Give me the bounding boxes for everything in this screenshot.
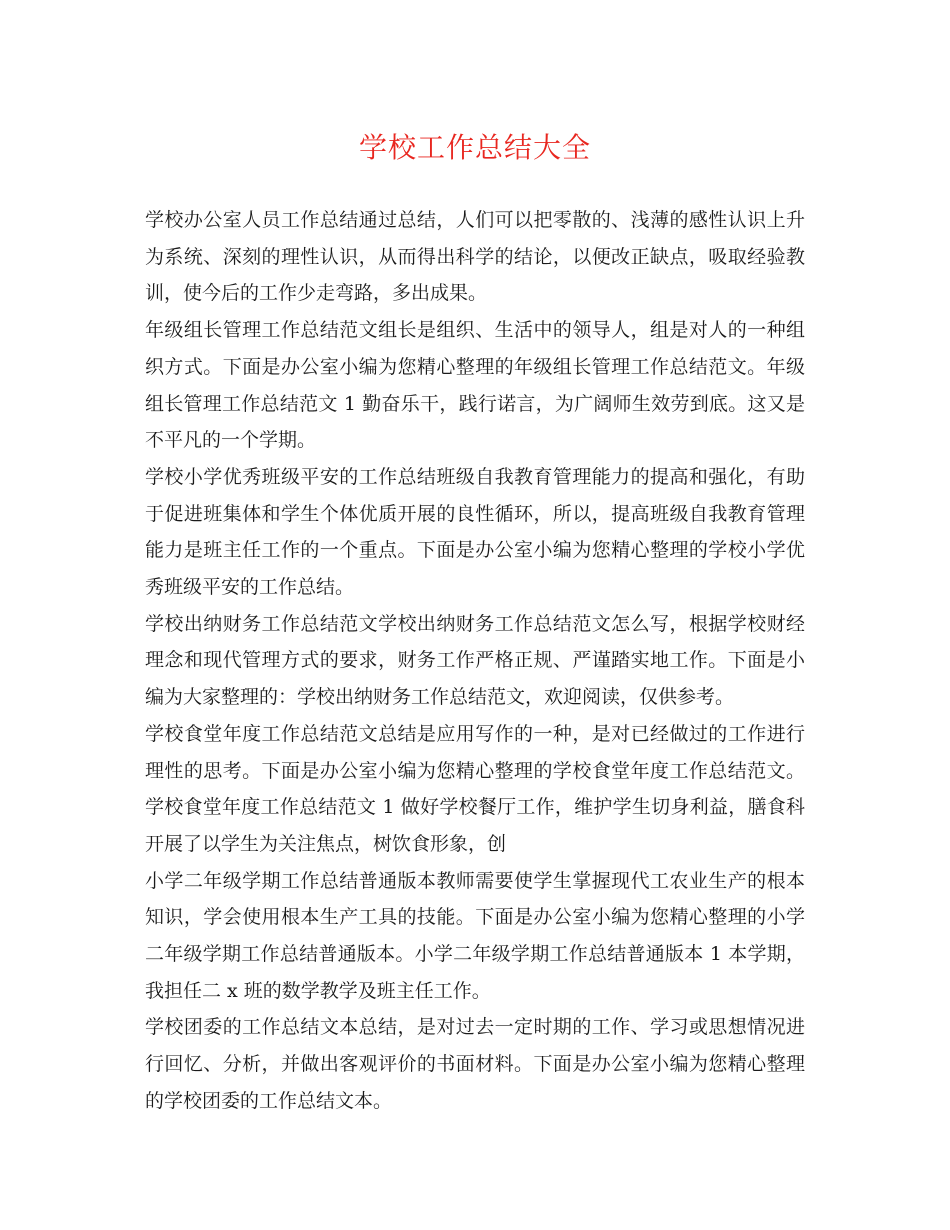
document-body — [145, 202, 805, 1120]
paragraph-cashier-finance-summary: 学校出纳财务工作总结范文学校出纳财务工作总结范文怎么写，根据学校财经理念和现代管理方式的要求，财务工作严格正规、严谨踏实地工作。下面是小编为大家整理的：学校出纳财务工作总结范文，欢迎阅读，仅供参考。 — [145, 612, 805, 709]
paragraph-canteen-annual-summary: 学校食堂年度工作总结范文总结是应用写作的一种，是对已经做过的工作进行理性的思考。下面是办公室小编为您精心整理的学校食堂年度工作总结范文。学校食堂年度工作总结范文 1 做好学校餐厅工作，维护学生切身利益，膳食科开展了以学生为关注焦点，树饮食形象，创 — [145, 722, 805, 855]
document-title: 学校工作总结大全 — [358, 131, 591, 164]
paragraph-grade-leader-summary: 年级组长管理工作总结范文组长是组织、生活中的领导人，组是对人的一种组织方式。下面是办公室小编为您精心整理的年级组长管理工作总结范文。年级组长管理工作总结范文 1 勤奋乐干，践行诺言，为广阔师生效劳到底。这又是不平凡的一个学期。 — [145, 319, 805, 452]
paragraph-office-staff-summary: 学校办公室人员工作总结通过总结，人们可以把零散的、浅薄的感性认识上升为系统、深刻的理性认识，从而得出科学的结论，以便改正缺点，吸取经验教训，使今后的工作少走弯路，多出成果。 — [145, 209, 805, 305]
paragraph-youth-league-summary: 学校团委的工作总结文本总结，是对过去一定时期的工作、学习或思想情况进行回忆、分析，并做出客观评价的书面材料。下面是办公室小编为您精心整理的学校团委的工作总结文本。 — [145, 1016, 805, 1112]
paragraph-grade-two-term-summary: 小学二年级学期工作总结普通版本教师需要使学生掌握现代工农业生产的根本知识，学会使用根本生产工具的技能。下面是办公室小编为您精心整理的小学二年级学期工作总结普通版本。小学二年级学期工作总结普通版本 1 本学期，我担任二 x 班的数学教学及班主任工作。 — [145, 869, 805, 1002]
paragraph-class-safety-summary: 学校小学优秀班级平安的工作总结班级自我教育管理能力的提高和强化，有助于促进班集体和学生个体优质开展的良性循环，所以，提高班级自我教育管理能力是班主任工作的一个重点。下面是办公室小编为您精心整理的学校小学优秀班级平安的工作总结。 — [145, 465, 805, 599]
